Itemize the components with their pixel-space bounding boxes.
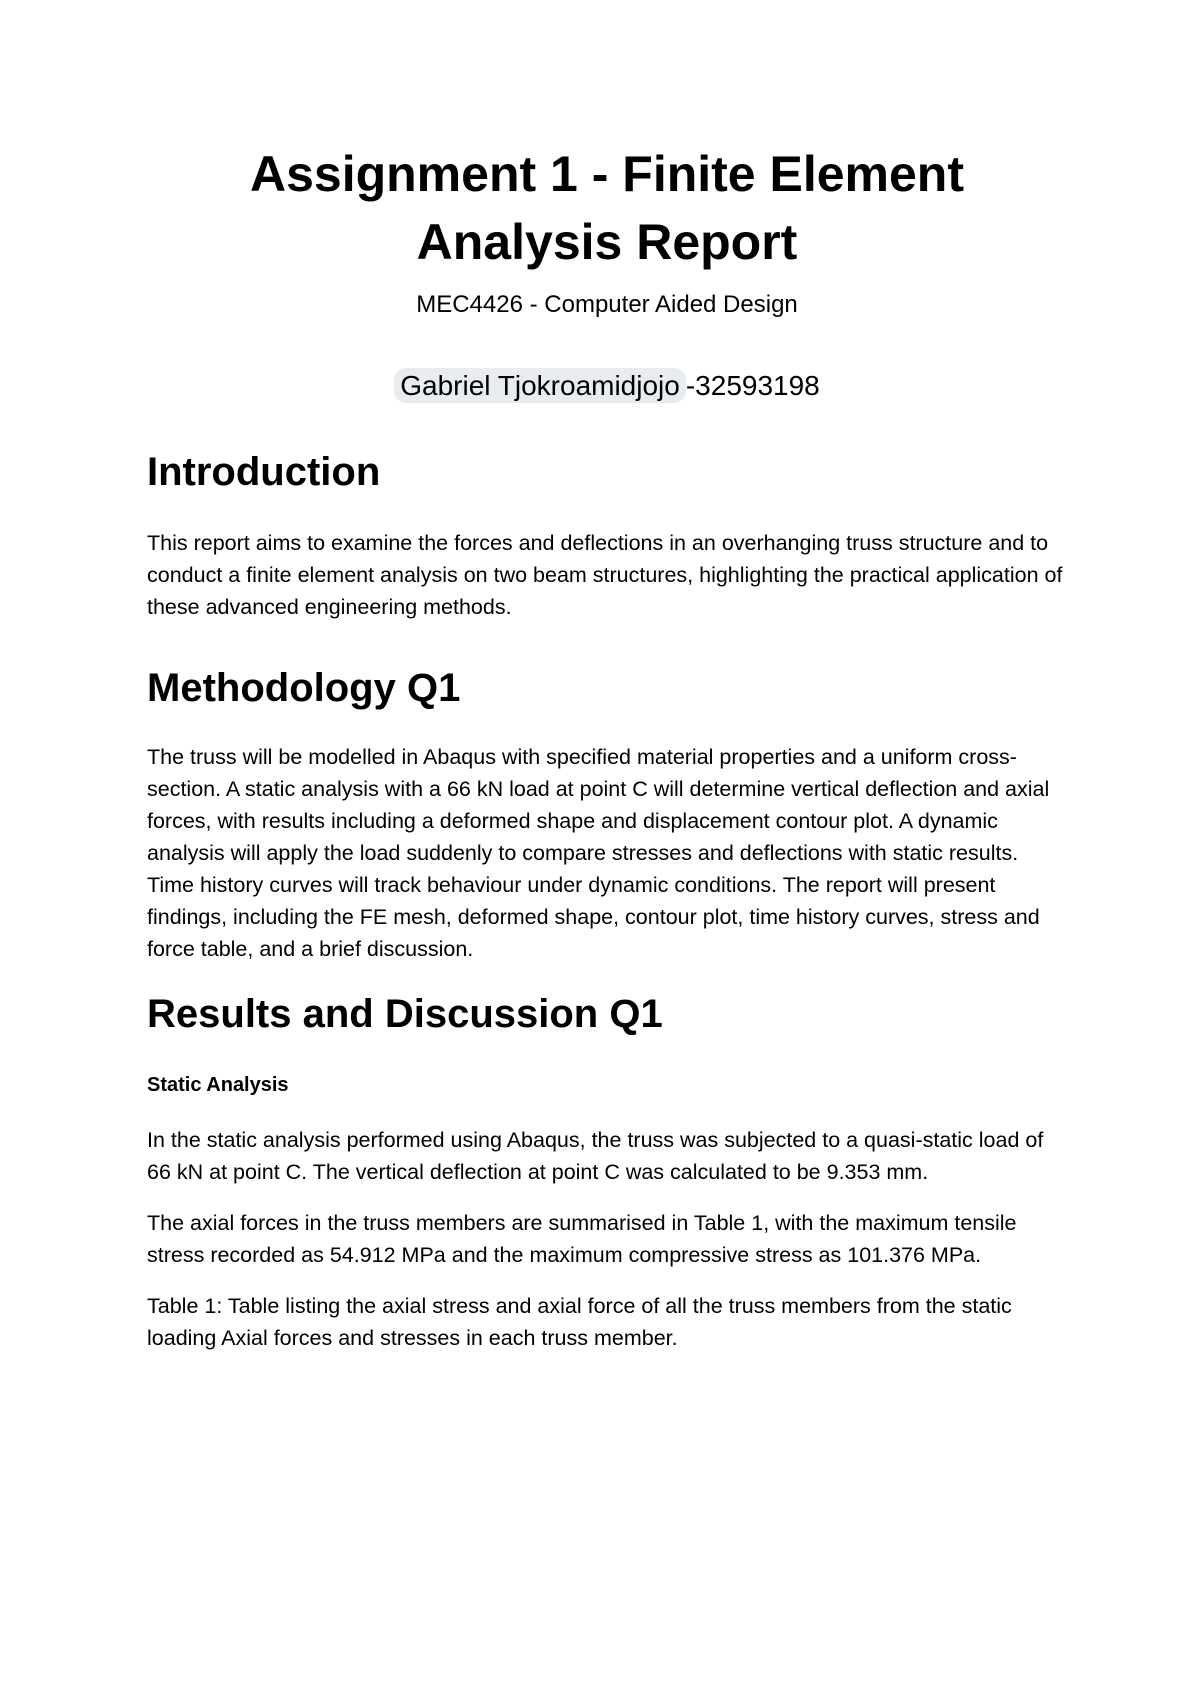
title-line-2: Analysis Report xyxy=(416,214,798,270)
methodology-paragraph: The truss will be modelled in Abaqus with specified material properties and a uniform cross-section. A static analysis with a 66 kN load at point C will determine vertical deflection and axial forces, with results including a deformed shape and displacement contour plot. A dynamic analysis will apply the load suddenly to compare stresses and deflections with static results. Time history curves will track behaviour under dynamic conditions. The report will present findings, including the FE mesh, deformed shape, contour plot, time history curves, stress and force table, and a brief discussion. xyxy=(147,745,1050,961)
author-line xyxy=(147,366,1067,406)
static-paragraph-deflection: In the static analysis performed using Abaqus, the truss was subjected to a quasi-static load of 66 kN at point C. The vertical deflection at point C was calculated to be 9.353 mm. xyxy=(147,1128,1044,1184)
static-paragraph-axial-forces: The axial forces in the truss members are summarised in Table 1, with the maximum tensile stress recorded as 54.912 MPa and the maximum compressive stress as 101.376 MPa. xyxy=(147,1211,1017,1267)
title-line-1: Assignment 1 - Finite Element xyxy=(249,146,964,202)
document-title xyxy=(147,140,1067,276)
introduction-paragraph: This report aims to examine the forces and deflections in an overhanging truss structure and to conduct a finite element analysis on two beam structures, highlighting the practical application of these advanced engineering methods. xyxy=(147,531,1063,619)
introduction-heading: Introduction xyxy=(147,450,381,494)
student-id: -32593198 xyxy=(685,370,820,401)
methodology-heading: Methodology Q1 xyxy=(147,666,461,710)
author-name-chip[interactable]: Gabriel Tjokroamidjojo xyxy=(394,368,686,403)
static-analysis-heading: Static Analysis xyxy=(147,1074,289,1096)
results-heading: Results and Discussion Q1 xyxy=(147,992,663,1036)
course-subtitle: MEC4426 - Computer Aided Design xyxy=(416,291,798,318)
table-1-caption: Table 1: Table listing the axial stress and axial force of all the truss members from the static loading Axial forces and stresses in each truss member. xyxy=(147,1294,1012,1350)
